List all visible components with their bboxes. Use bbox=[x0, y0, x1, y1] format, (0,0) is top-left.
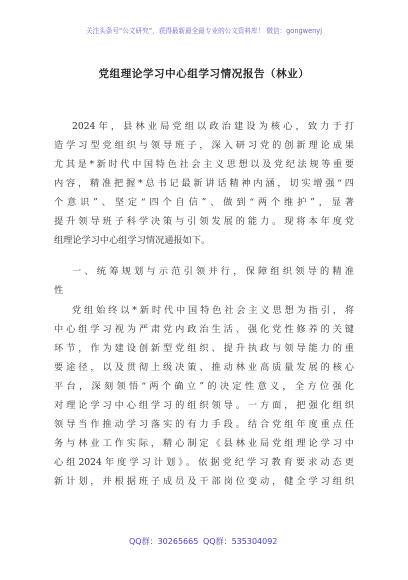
text-line: 内容，精准把握*总书记最新讲话精神内涵，切实增强“四 bbox=[54, 178, 354, 190]
text-line: 组理论学习中心组学习情况通报如下。 bbox=[54, 235, 211, 247]
text-line: 一、统筹规划与示范引领并行，保障组织领导的精准 bbox=[72, 266, 354, 277]
text-line: 环节，作为建设创新型党组织、提升执政与领导能力的重 bbox=[54, 343, 354, 355]
text-line: 中心组学习视为严肃党内政治生活、强化党性修养的关键 bbox=[54, 324, 354, 336]
text-line: 尤其是*新时代中国特色社会主义思想以及党纪法规等重要 bbox=[54, 159, 354, 171]
text-line: 新计划，并根据班子成员及干部岗位变动，健全学习组织 bbox=[54, 476, 354, 488]
text-line: 党组始终以*新时代中国特色社会主义思想为指引，将 bbox=[72, 305, 354, 316]
text-line: 性 bbox=[54, 285, 64, 297]
text-line: 平台，深刻领悟“两个确立”的决定性意义，全方位强化 bbox=[54, 381, 354, 393]
text-line: 领导当作推动学习落实的有力手段。结合党组年度重点任 bbox=[54, 419, 354, 431]
text-line: 对理论学习中心组学习的组织领导。一方面，把强化组织 bbox=[54, 400, 354, 412]
paragraph-intro bbox=[54, 117, 354, 250]
text-line: 造学习型党组织与领导班子，深入研习党的创新理论成果 bbox=[54, 140, 354, 152]
text-line: 要途径，以及贯彻上级决策、推动林业高质量发展的核心 bbox=[54, 362, 354, 374]
qq-group-2: QQ群：535304092 bbox=[203, 537, 278, 546]
text-line: 提升领导班子科学决策与引领发展的能力。现将本年度党 bbox=[54, 216, 354, 228]
paragraph-section-1 bbox=[54, 301, 354, 491]
document-title: 党组理论学习中心组学习情况报告（林业） bbox=[98, 68, 310, 80]
header-note: 关注头条号“公文研究”，获得最新最全最专业的公文资料库！ 微信：gongwenyj bbox=[85, 27, 323, 35]
section-heading-1 bbox=[54, 262, 354, 300]
qq-group-1: QQ群：30265665 bbox=[129, 537, 199, 546]
text-line: 务与林业工作实际，精心制定《县林业局党组理论学习中 bbox=[54, 438, 354, 450]
text-line: 2024年，县林业局党组以政治建设为核心，致力于打 bbox=[72, 121, 354, 132]
text-line: 个意识”、坚定“四个自信”、做到“两个维护”，显著 bbox=[54, 197, 354, 209]
text-line: 心组2024年度学习计划》。依据党纪学习教育要求动态更 bbox=[54, 457, 354, 469]
